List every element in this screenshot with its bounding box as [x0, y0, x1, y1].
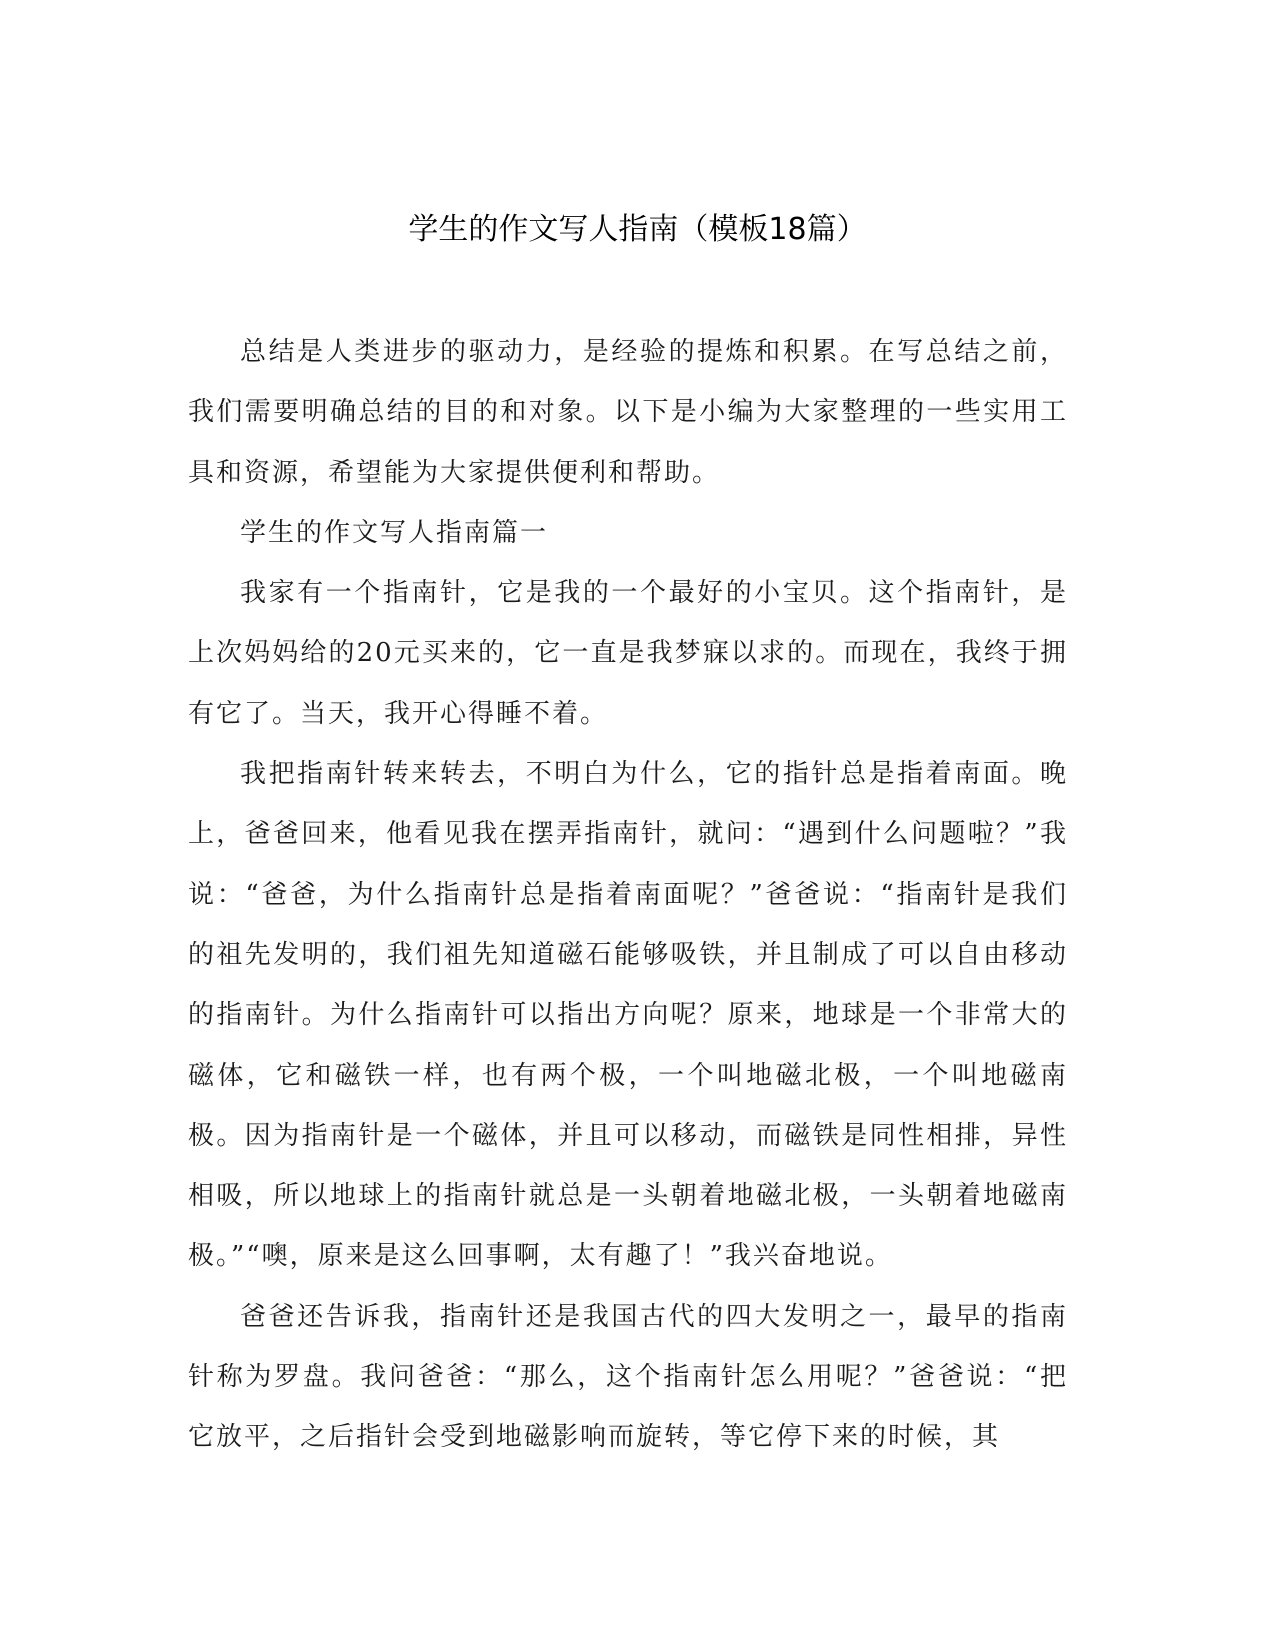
body-paragraph: 我家有一个指南针，它是我的一个最好的小宝贝。这个指南针，是上次妈妈给的20元买来的，它一直是我梦寐以求的。而现在，我终于拥有它了。当天，我开心得睡不着。 [188, 578, 1068, 729]
body-paragraph: 我把指南针转来转去，不明白为什么，它的指针总是指着南面。晚上，爸爸回来，他看见我在摆弄指南针，就问：“遇到什么问题啦？”我说：“爸爸，为什么指南针总是指着南面呢？”爸爸说：“指南针是我们的祖先发明的，我们祖先知道磁石能够吸铁，并且制成了可以自由移动的指南针。为什么指南针可以指出方向呢？原来，地球是一个非常大的磁体，它和磁铁一样，也有两个极，一个叫地磁北极，一个叫地磁南极。因为指南针是一个磁体，并且可以移动，而磁铁是同性相排，异性相吸，所以地球上的指南针就总是一头朝着地磁北极，一头朝着地磁南极。”“噢，原来是这么回事啊，太有趣了！”我兴奋地说。 [188, 759, 1068, 1272]
section-heading: 学生的作文写人指南篇一 [240, 517, 549, 548]
document-body [188, 322, 1068, 1468]
document-title: 学生的作文写人指南（模板18篇） [408, 212, 867, 247]
intro-paragraph: 总结是人类进步的驱动力，是经验的提炼和积累。在写总结之前，我们需要明确总结的目的和对象。以下是小编为大家整理的一些实用工具和资源，希望能为大家提供便利和帮助。 [188, 337, 1068, 488]
body-paragraph: 爸爸还告诉我，指南针还是我国古代的四大发明之一，最早的指南针称为罗盘。我问爸爸：“那么，这个指南针怎么用呢？”爸爸说：“把它放平，之后指针会受到地磁影响而旋转，等它停下来的时候，其 [188, 1301, 1068, 1453]
